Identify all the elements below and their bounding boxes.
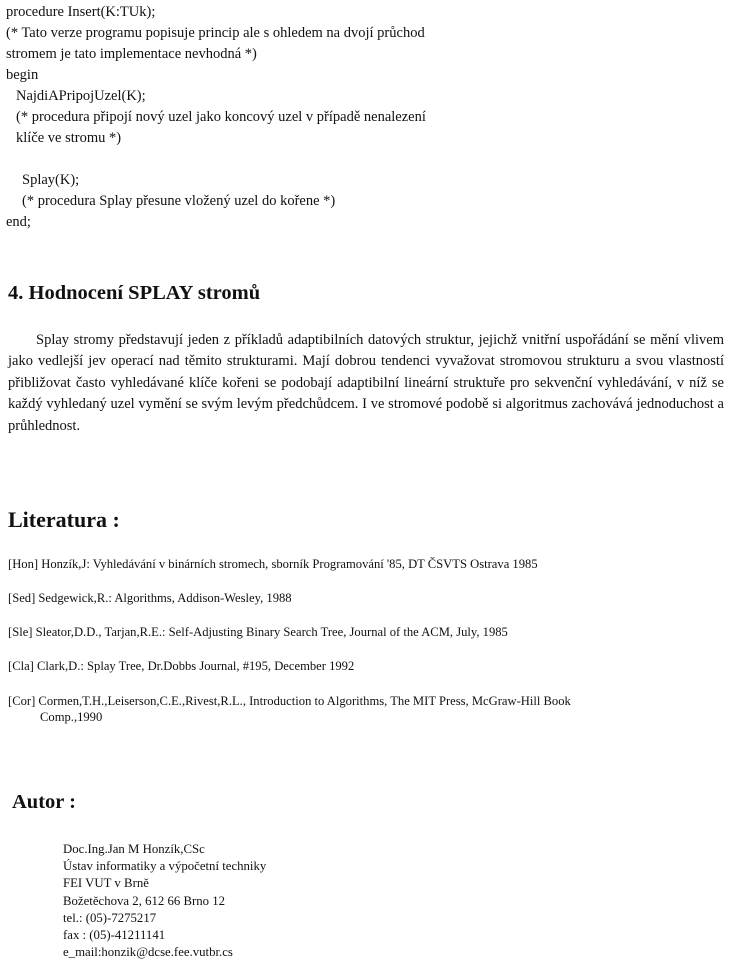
code-listing [6,2,726,233]
reference-item [8,590,724,606]
reference-item [8,556,724,572]
code-line: end; [6,214,31,230]
section-paragraph: Splay stromy představují jeden z příkladů adaptibilních datových struktur, jejichž vnitřní uspořádání se mění vlivem jako vedlejší jev operací nad těmito strukturami. Mají dobrou tendenci vyvažovat stromovou strukturu a svou vlastností přibližovat často vyhledávané klíče kořeni se podobají adaptibilní lineární struktuře pro sekvenční vyhledávání, v níž se každý vyhledaný uzel vymění se svým levým předchůdcem. I ve stromové podobě si algoritmus zachovává jednoduchost a průhlednost. [8,332,724,434]
author-address [63,841,266,961]
author-fax: fax : (05)-41211141 [63,928,166,943]
code-comment: klíče ve stromu *) [16,130,122,146]
code-line: NajdiAPripojUzel(K); [16,88,146,104]
reference-text: [Sed] Sedgewick,R.: Algorithms, Addison-Wesley, 1988 [8,591,292,605]
reference-continuation: Comp.,1990 [40,710,103,724]
author-email: e_mail:honzik@dcse.fee.vutbr.cs [63,945,233,960]
code-comment: (* Tato verze programu popisuje princip ale s ohledem na dvojí průchod [6,25,425,41]
literature-heading: Literatura : [8,507,120,532]
code-line: begin [6,67,39,83]
author-street: Božetěchova 2, 612 66 Brno 12 [63,893,226,908]
author-name: Doc.Ing.Jan M Honzík,CSc [63,842,205,856]
reference-text: [Cor] Cormen,T.H.,Leiserson,C.E.,Rivest,R.L., Introduction to Algorithms, The MIT Press, McGraw-Hill Book [8,694,571,708]
reference-text: [Hon] Honzík,J: Vyhledávání v binárních stromech, sborník Programování '85, DT ČSVTS Ostrava 1985 [8,557,538,571]
reference-item [8,693,724,725]
section-heading: 4. Hodnocení SPLAY stromů [8,282,261,304]
code-comment: (* procedura Splay přesune vložený uzel do kořene *) [22,193,336,209]
code-line: procedure Insert(K:TUk); [6,4,156,20]
reference-text: [Sle] Sleator,D.D., Tarjan,R.E.: Self-Adjusting Binary Search Tree, Journal of the ACM, July, 1985 [8,625,508,639]
code-line: Splay(K); [22,172,80,188]
reference-item [8,624,724,640]
reference-text: [Cla] Clark,D.: Splay Tree, Dr.Dobbs Journal, #195, December 1992 [8,659,355,673]
author-faculty: FEI VUT v Brně [63,876,149,891]
author-institute: Ústav informatiky a výpočetní techniky [63,859,267,874]
code-comment: stromem je tato implementace nevhodná *) [6,46,257,62]
author-phone: tel.: (05)-7275217 [63,910,157,925]
code-blank-line [6,149,726,170]
reference-item [8,658,724,674]
code-comment: (* procedura připojí nový uzel jako koncový uzel v případě nenalezení [16,109,426,125]
author-heading: Autor : [12,791,76,813]
